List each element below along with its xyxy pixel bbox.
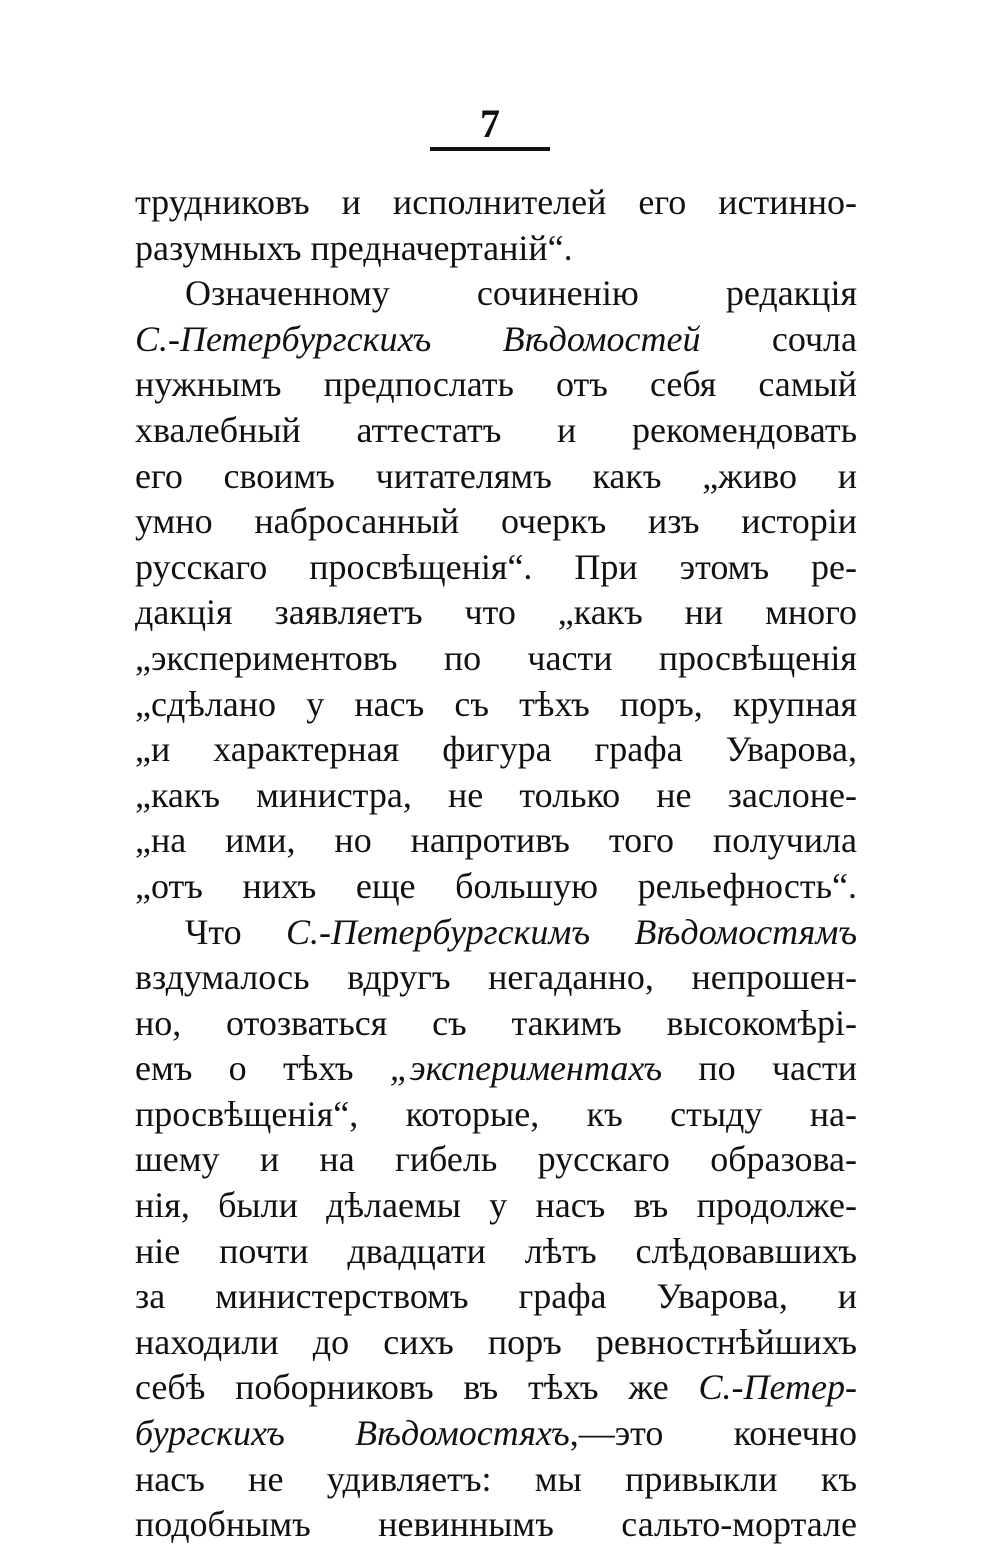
page-number-rule xyxy=(430,147,550,151)
italic-title-run: С.-Петер- xyxy=(698,1367,857,1408)
text-line xyxy=(135,818,857,864)
text-run: нія, были дѣлаемы у насъ въ продолже- xyxy=(135,1185,857,1226)
text-line xyxy=(135,1001,857,1047)
text-run: емъ о тѣхъ xyxy=(135,1048,390,1089)
text-line xyxy=(135,545,857,591)
paragraph-first-line xyxy=(135,910,857,956)
italic-title-run: С.-Петербургскихъ Вѣдомостей xyxy=(135,318,701,359)
text-run: насъ не удивляетъ: мы привыкли къ xyxy=(135,1458,857,1499)
text-line xyxy=(135,362,857,408)
text-run: подобнымъ невиннымъ сальто-мортале xyxy=(135,1504,857,1545)
text-line xyxy=(135,1274,857,1320)
text-line xyxy=(135,773,857,819)
paragraph-first-line xyxy=(135,271,857,317)
text-run: умно набросанный очеркъ изъ исторіи xyxy=(135,501,857,542)
text-run: „экспериментовъ по части просвѣщенія xyxy=(135,637,857,678)
text-run: вздумалось вдругъ негаданно, непрошен- xyxy=(135,957,857,998)
text-line xyxy=(135,955,857,1001)
text-run: по части xyxy=(662,1048,858,1089)
text-run: „и характерная фигура графа Уварова, xyxy=(135,729,857,770)
text-run: Означенному сочиненію редакція xyxy=(185,273,857,314)
text-run: хвалебный аттестатъ и рекомендовать xyxy=(135,409,857,450)
text-line xyxy=(135,590,857,636)
text-run: себѣ поборниковъ въ тѣхъ же xyxy=(135,1367,699,1408)
text-run: шему и на гибель русскаго образова- xyxy=(135,1139,857,1180)
text-run: дакція заявляетъ что „какъ ни много xyxy=(135,592,857,633)
text-run: сочла xyxy=(700,318,857,359)
text-run: „сдѣлано у насъ съ тѣхъ поръ, крупная xyxy=(135,683,857,724)
italic-title-run: С.-Петербургскимъ Вѣдомостямъ xyxy=(285,911,858,952)
text-run: русскаго просвѣщенія“. При этомъ ре- xyxy=(135,546,857,587)
text-line xyxy=(135,636,857,682)
body-text xyxy=(135,180,857,1548)
text-line xyxy=(135,1092,857,1138)
text-run: находили до сихъ поръ ревностнѣйшихъ xyxy=(135,1321,857,1362)
text-line xyxy=(135,864,857,910)
text-run: трудниковъ и исполнителей его истинно- xyxy=(135,182,857,222)
text-line xyxy=(135,1046,857,1092)
text-run: разумныхъ предначертаній“. xyxy=(135,227,573,268)
text-run: за министерствомъ графа Уварова, и xyxy=(135,1276,857,1317)
text-run: „отъ нихъ еще большую рельефность“. xyxy=(135,865,857,906)
text-run: его своимъ читателямъ какъ „живо и xyxy=(135,455,857,496)
text-line xyxy=(135,1320,857,1366)
text-run: но, отозваться съ такимъ высокомѣрі- xyxy=(135,1002,857,1043)
text-line xyxy=(135,1365,857,1411)
text-line xyxy=(135,226,857,272)
text-line xyxy=(135,317,857,363)
italic-term-run: „экспериментахъ xyxy=(389,1048,663,1089)
text-line xyxy=(135,682,857,728)
text-line xyxy=(135,727,857,773)
text-run: ніе почти двадцати лѣтъ слѣдовавшихъ xyxy=(135,1230,857,1271)
text-run: „на ими, но напротивъ того получила xyxy=(135,820,857,861)
text-line xyxy=(135,1137,857,1183)
text-run: нужнымъ предпослать отъ себя самый xyxy=(135,364,857,405)
italic-title-run: бургскихъ Вѣдомостяхъ xyxy=(135,1413,570,1454)
text-line xyxy=(135,180,857,226)
page-number: 7 xyxy=(480,101,500,146)
text-line xyxy=(135,1502,857,1548)
text-line xyxy=(135,499,857,545)
text-line xyxy=(135,454,857,500)
text-run: ,—это конечно xyxy=(569,1413,857,1454)
text-line xyxy=(135,1183,857,1229)
text-run: „какъ министра, не только не заслоне- xyxy=(135,774,857,815)
text-line xyxy=(135,1229,857,1275)
text-run: просвѣщенія“, которые, къ стыду на- xyxy=(135,1093,857,1134)
text-line xyxy=(135,408,857,454)
text-line xyxy=(135,1457,857,1503)
text-run: Что xyxy=(185,911,286,952)
